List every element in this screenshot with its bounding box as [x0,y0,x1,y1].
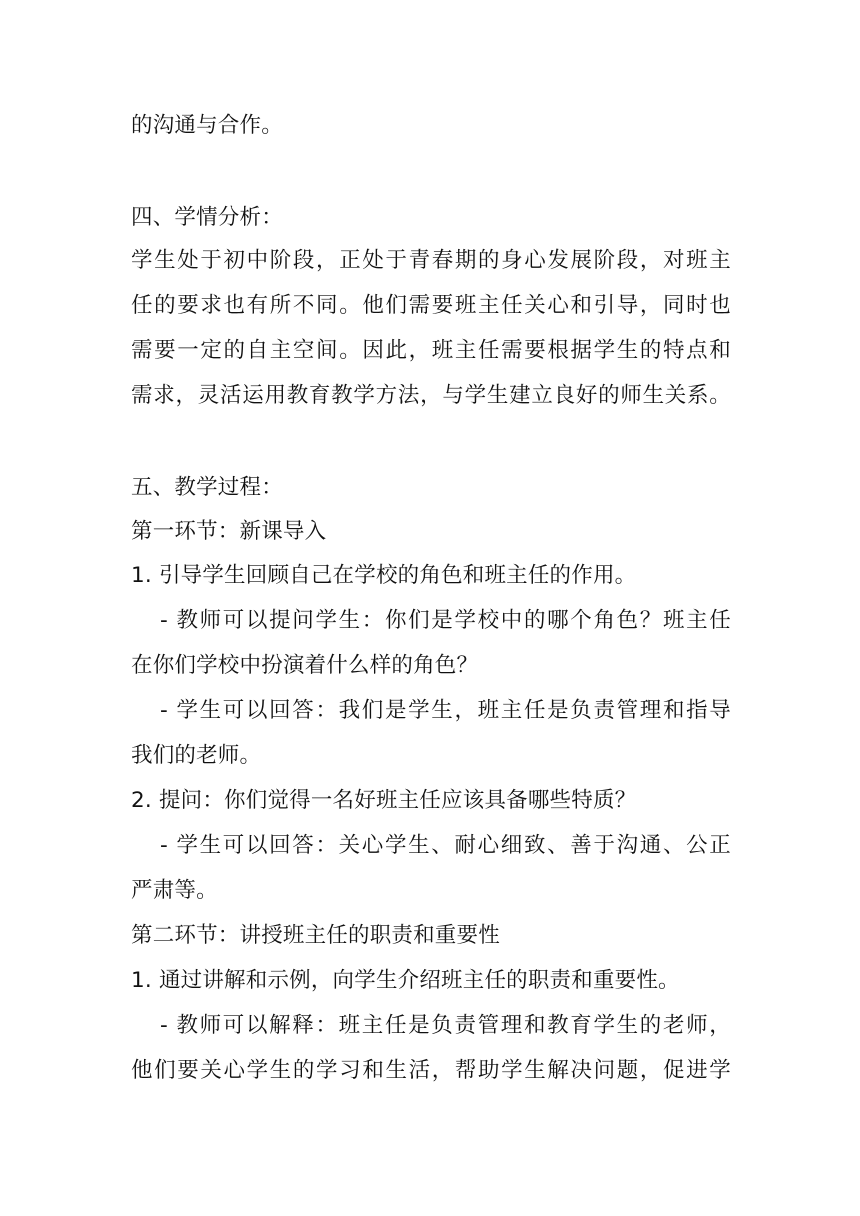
list-item: 1. 通过讲解和示例，向学生介绍班主任的职责和重要性。 [131,968,680,993]
text-line: 他们要关心学生的学习和生活，帮助学生解决问题，促进学 [131,1058,731,1083]
section-heading: 四、学情分析： [131,205,283,230]
text-line: 学生处于初中阶段，正处于青春期的身心发展阶段，对班主 [131,248,731,273]
text-line: 在你们学校中扮演着什么样的角色？ [131,653,479,678]
subsection-heading: 第二环节：讲授班主任的职责和重要性 [131,923,500,948]
section-heading: 五、教学过程： [131,475,283,500]
list-item: 1. 引导学生回顾自己在学校的角色和班主任的作用。 [131,563,637,588]
sub-list-item: - 教师可以提问学生：你们是学校中的哪个角色？班主任 [160,608,731,633]
subsection-heading: 第一环节：新课导入 [131,519,327,544]
sub-list-item: - 学生可以回答：关心学生、耐心细致、善于沟通、公正 [160,833,731,858]
text-line: 我们的老师。 [131,743,262,768]
text-line: 任的要求也有所不同。他们需要班主任关心和引导，同时也 [131,293,731,318]
list-item: 2. 提问：你们觉得一名好班主任应该具备哪些特质？ [131,788,637,813]
text-line: 的沟通与合作。 [131,113,283,138]
sub-list-item: - 学生可以回答：我们是学生，班主任是负责管理和指导 [160,698,731,723]
text-line: 严肃等。 [131,878,218,903]
text-line: 需要一定的自主空间。因此，班主任需要根据学生的特点和 [131,338,731,363]
sub-list-item: - 教师可以解释：班主任是负责管理和教育学生的老师， [160,1013,731,1038]
text-line: 需求，灵活运用教育教学方法，与学生建立良好的师生关系。 [131,383,731,408]
